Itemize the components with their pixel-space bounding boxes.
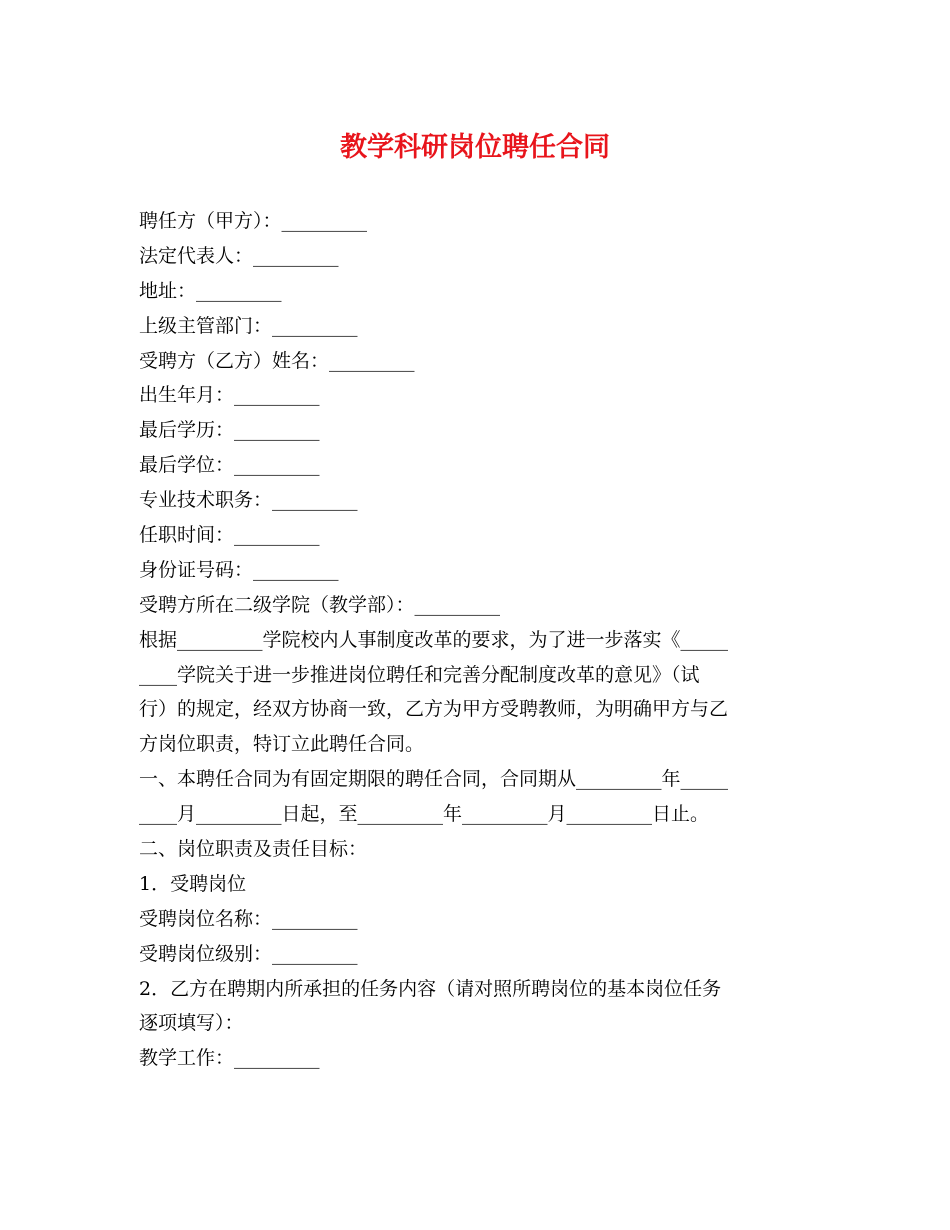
subclause-heading: 逐项填写）： — [139, 1012, 244, 1035]
paragraph-line: ____学院关于进一步推进岗位聘任和完善分配制度改革的意见》（试 — [139, 663, 700, 686]
field-id-number: 身份证号码：_________ — [139, 558, 339, 581]
document-body — [139, 204, 819, 1076]
subclause-heading: 1．受聘岗位 — [139, 872, 247, 895]
clause-one-line: 一、本聘任合同为有固定期限的聘任合同，合同期从_________年_____ — [139, 768, 729, 791]
clause-two-heading: 二、岗位职责及责任目标： — [139, 838, 368, 861]
field-address: 地址：_________ — [139, 279, 282, 302]
field-supervising-department: 上级主管部门：_________ — [139, 314, 358, 337]
field-highest-degree: 最后学位：_________ — [139, 454, 320, 477]
paragraph-line: 行）的规定，经双方协商一致，乙方为甲方受聘教师，为明确甲方与乙 — [139, 698, 729, 721]
paragraph-line: 根据_________学院校内人事制度改革的要求，为了进一步落实《_____ — [139, 628, 729, 651]
clause-one-line: ____月_________日起，至_________年_________月_________日止。 — [139, 803, 710, 826]
document-title: 教学科研岗位聘任合同 — [340, 132, 610, 163]
subclause-heading: 2．乙方在聘期内所承担的任务内容（请对照所聘岗位的基本岗位任务 — [139, 977, 722, 1000]
field-teaching-work: 教学工作：_________ — [139, 1047, 320, 1070]
field-appointment-time: 任职时间：_________ — [139, 524, 320, 547]
field-employee-name: 受聘方（乙方）姓名：_________ — [139, 349, 415, 372]
field-birth-date: 出生年月：_________ — [139, 384, 320, 407]
field-position-name: 受聘岗位名称：_________ — [139, 907, 358, 930]
field-legal-representative: 法定代表人：_________ — [139, 244, 339, 267]
field-employer: 聘任方（甲方）：_________ — [139, 210, 368, 232]
field-position-level: 受聘岗位级别：_________ — [139, 942, 358, 965]
paragraph-line: 方岗位职责，特订立此聘任合同。 — [139, 733, 425, 756]
field-professional-title: 专业技术职务：_________ — [139, 489, 358, 512]
field-highest-education: 最后学历：_________ — [139, 419, 320, 442]
field-college: 受聘方所在二级学院（教学部）：_________ — [139, 593, 501, 616]
